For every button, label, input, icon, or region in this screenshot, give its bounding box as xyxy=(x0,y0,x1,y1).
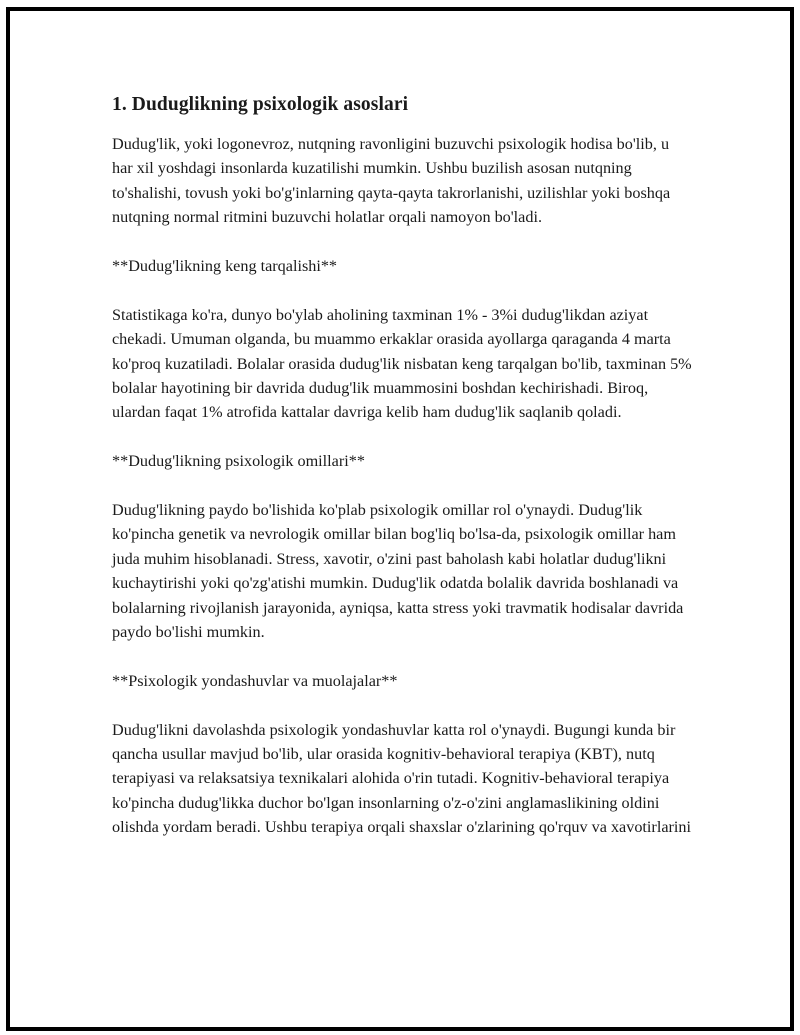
subheading-approaches: **Psixologik yondashuvlar va muolajalar** xyxy=(112,671,398,690)
paragraph-intro: Dudug'lik, yoki logonevroz, nutqning ravonligini buzuvchi psixologik hodisa bo'lib, u har xil yoshdagi insonlarda kuzatilishi mumkin. Ushbu buzilish asosan nutqning to'shalishi, tovush yoki bo'g'inlarning qayta-qayta takrorlanishi, uzilishlar yoki boshqa nutqning normal ritmini buzuvchi holatlar orqali namoyon bo'ladi. xyxy=(112,135,671,227)
document-body xyxy=(112,92,692,864)
paragraph-approaches: Dudug'likni davolashda psixologik yondashuvlar katta rol o'ynaydi. Bugungi kunda bir qancha usullar mavjud bo'lib, ular orasida kognitiv-behavioral terapiya (KBT), nutq terapiyasi va relaksatsiya texnikalari alohida o'rin tutadi. Kognitiv-behavioral terapiya ko'pincha dudug'likka duchor bo'lgan insonlarning o'z-o'zini anglamaslikining oldini olishda yordam beradi. Ushbu terapiya orqali shaxslar o'zlarining qo'rquv va xavotirlarini xyxy=(112,720,691,837)
subheading-prevalence: **Dudug'likning keng tarqalishi** xyxy=(112,257,338,276)
paragraph-factors: Dudug'likning paydo bo'lishida ko'plab psixologik omillar rol o'ynaydi. Dudug'lik ko'pincha genetik va nevrologik omillar bilan bog'liq bo'lsa-da, psixologik omillar ham juda muhim hisoblanadi. Stress, xavotir, o'zini past baholash kabi holatlar dudug'likni kuchaytirishi yoki qo'zg'atishi mumkin. Dudug'lik odatda bolalik davrida boshlanadi va bolalarning rivojlanish jarayonida, ayniqsa, katta stress yoki travmatik hodisalar davrida paydo bo'lishi mumkin. xyxy=(112,501,684,642)
paragraph-prevalence: Statistikaga ko'ra, dunyo bo'ylab aholining taxminan 1% - 3%i dudug'likdan aziyat chekadi. Umuman olganda, bu muammo erkaklar orasida ayollarga qaraganda 4 marta ko'proq kuzatiladi. Bolalar orasida dudug'lik nisbatan keng tarqalgan bo'lib, taxminan 5% bolalar hayotining bir davrida dudug'lik muammosini boshdan kechirishadi. Biroq, ulardan faqat 1% atrofida kattalar davriga kelib ham dudug'lik saqlanib qoladi. xyxy=(112,305,692,422)
section-heading: 1. Duduglikning psixologik asoslari xyxy=(112,94,409,115)
subheading-factors: **Dudug'likning psixologik omillari** xyxy=(112,452,365,471)
